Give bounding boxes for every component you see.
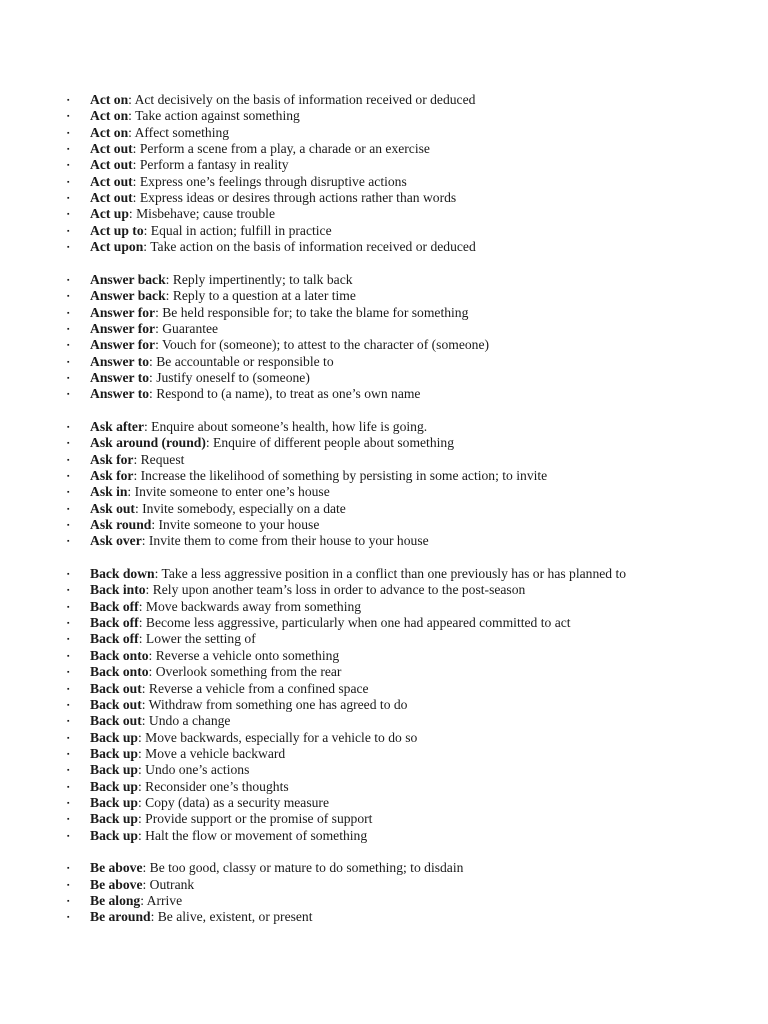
list-item <box>0 125 768 141</box>
phrasal-verb-term: Act on <box>90 124 129 140</box>
phrasal-verb-definition: : Undo one’s actions <box>137 762 250 778</box>
phrasal-verb-definition: : Halt the flow or movement of something <box>137 827 368 843</box>
phrasal-verb-definition: : Act decisively on the basis of information received or deduced <box>128 92 476 107</box>
phrasal-verb-group <box>0 566 768 844</box>
list-item <box>0 681 768 697</box>
phrasal-verb-term: Back down <box>90 566 155 582</box>
bullet-icon: ▪ <box>67 390 70 399</box>
phrasal-verb-definition: : Take action against something <box>128 108 300 124</box>
phrasal-verb-term: Back into <box>90 582 146 598</box>
phrasal-verb-term: Act on <box>90 92 129 107</box>
list-item <box>0 468 768 484</box>
list-item <box>0 435 768 451</box>
phrasal-verb-definition: : Express one’s feelings through disruptive actions <box>132 173 407 189</box>
bullet-icon: ▪ <box>67 831 70 840</box>
bullet-icon: ▪ <box>67 226 70 235</box>
list-item <box>0 174 768 190</box>
phrasal-verb-term: Back out <box>90 713 142 729</box>
list-item <box>0 419 768 435</box>
list-item <box>0 828 768 844</box>
phrasal-verb-term: Answer for <box>90 320 156 336</box>
phrasal-verb-definition: : Enquire of different people about something <box>205 435 455 451</box>
phrasal-verb-definition: : Move a vehicle backward <box>137 745 286 761</box>
bullet-icon: ▪ <box>67 341 70 350</box>
phrasal-verb-term: Act upon <box>90 239 144 255</box>
bullet-icon: ▪ <box>67 177 70 186</box>
list-item <box>0 877 768 893</box>
phrasal-verb-definition: : Arrive <box>140 893 183 909</box>
list-item <box>0 305 768 321</box>
phrasal-verb-term: Act out <box>90 190 133 206</box>
phrasal-verb-definition: : Undo a change <box>141 713 231 729</box>
list-item <box>0 501 768 517</box>
bullet-icon: ▪ <box>67 619 70 628</box>
phrasal-verb-term: Back up <box>90 762 138 778</box>
list-item <box>0 517 768 533</box>
list-item <box>0 141 768 157</box>
bullet-icon: ▪ <box>67 96 70 104</box>
phrasal-verb-term: Back off <box>90 615 139 631</box>
phrasal-verb-term: Back up <box>90 745 138 761</box>
phrasal-verb-definition: : Move backwards, especially for a vehicle to do so <box>137 729 418 745</box>
bullet-icon: ▪ <box>67 161 70 170</box>
phrasal-verb-term: Answer to <box>90 369 150 385</box>
bullet-icon: ▪ <box>67 766 70 775</box>
bullet-icon: ▪ <box>67 880 70 889</box>
phrasal-verb-definition: : Invite them to come from their house to your house <box>141 533 429 549</box>
phrasal-verb-term: Ask around (round) <box>90 435 206 451</box>
phrasal-verb-term: Act on <box>90 108 129 124</box>
bullet-icon: ▪ <box>67 651 70 660</box>
list-item <box>0 713 768 729</box>
phrasal-verb-definition: : Invite somebody, especially on a date <box>134 500 346 516</box>
bullet-icon: ▪ <box>67 308 70 317</box>
phrasal-verb-definition: : Respond to (a name), to treat as one’s own name <box>149 386 421 402</box>
phrasal-verb-definition: : Become less aggressive, particularly when one had appeared committed to act <box>138 615 571 631</box>
phrasal-verb-term: Ask in <box>90 484 128 500</box>
phrasal-verb-term: Back up <box>90 794 138 810</box>
list-item <box>0 664 768 680</box>
phrasal-verb-definition: : Invite someone to your house <box>151 517 320 533</box>
bullet-icon: ▪ <box>67 145 70 154</box>
bullet-icon: ▪ <box>67 112 70 121</box>
phrasal-verb-definition: : Justify oneself to (someone) <box>149 369 310 385</box>
phrasal-verb-definition: : Take action on the basis of information received or deduced <box>143 239 476 255</box>
phrasal-verb-term: Ask after <box>90 418 144 434</box>
list-item <box>0 206 768 222</box>
phrasal-verb-term: Act out <box>90 141 133 157</box>
phrasal-verb-definition: : Perform a fantasy in reality <box>132 157 289 173</box>
list-item <box>0 108 768 124</box>
list-item <box>0 288 768 304</box>
bullet-icon: ▪ <box>67 798 70 807</box>
phrasal-verb-definition: : Overlook something from the rear <box>148 664 342 680</box>
phrasal-verb-term: Ask for <box>90 451 134 467</box>
phrasal-verb-term: Answer to <box>90 386 150 402</box>
bullet-icon: ▪ <box>67 864 70 873</box>
list-item <box>0 631 768 647</box>
bullet-icon: ▪ <box>67 439 70 448</box>
phrasal-verb-definition: : Reverse a vehicle onto something <box>148 647 340 663</box>
phrasal-verb-term: Answer back <box>90 288 166 304</box>
phrasal-verb-document <box>0 92 768 926</box>
phrasal-verb-definition: : Vouch for (someone); to attest to the character of (someone) <box>155 337 490 353</box>
phrasal-verb-term: Back up <box>90 827 138 843</box>
phrasal-verb-definition: : Affect something <box>128 124 230 140</box>
list-item <box>0 92 768 108</box>
list-item <box>0 811 768 827</box>
list-item <box>0 190 768 206</box>
phrasal-verb-definition: : Increase the likelihood of something by persisting in some action; to invite <box>133 468 548 483</box>
phrasal-verb-term: Back off <box>90 598 139 614</box>
bullet-icon: ▪ <box>67 194 70 203</box>
bullet-icon: ▪ <box>67 684 70 693</box>
bullet-icon: ▪ <box>67 292 70 301</box>
bullet-icon: ▪ <box>67 373 70 382</box>
phrasal-verb-term: Act up <box>90 206 129 222</box>
list-item <box>0 452 768 468</box>
phrasal-verb-definition: : Provide support or the promise of support <box>137 811 373 827</box>
phrasal-verb-definition: : Be too good, classy or mature to do something; to disdain <box>142 860 464 876</box>
phrasal-verb-definition: : Copy (data) as a security measure <box>137 794 329 810</box>
list-item <box>0 239 768 255</box>
bullet-icon: ▪ <box>67 521 70 530</box>
bullet-icon: ▪ <box>67 602 70 611</box>
bullet-icon: ▪ <box>67 897 70 906</box>
list-item <box>0 779 768 795</box>
list-item <box>0 730 768 746</box>
list-item <box>0 615 768 631</box>
phrasal-verb-term: Be along <box>90 893 141 909</box>
phrasal-verb-term: Back onto <box>90 664 149 680</box>
list-item <box>0 893 768 909</box>
phrasal-verb-term: Back out <box>90 680 142 696</box>
phrasal-verb-definition: : Perform a scene from a play, a charade or an exercise <box>132 141 430 157</box>
phrasal-verb-definition: : Reply to a question at a later time <box>165 288 356 304</box>
phrasal-verb-definition: : Misbehave; cause trouble <box>128 206 275 222</box>
phrasal-verb-definition: : Be alive, existent, or present <box>150 909 313 925</box>
list-item <box>0 223 768 239</box>
list-item <box>0 697 768 713</box>
list-item <box>0 909 768 925</box>
list-item <box>0 762 768 778</box>
phrasal-verb-term: Back off <box>90 631 139 647</box>
phrasal-verb-term: Back up <box>90 811 138 827</box>
bullet-icon: ▪ <box>67 749 70 758</box>
bullet-icon: ▪ <box>67 357 70 366</box>
bullet-icon: ▪ <box>67 570 70 579</box>
list-item <box>0 533 768 549</box>
bullet-icon: ▪ <box>67 537 70 546</box>
phrasal-verb-term: Ask out <box>90 500 135 516</box>
phrasal-verb-definition: : Invite someone to enter one’s house <box>127 484 330 500</box>
phrasal-verb-definition: : Equal in action; fulfill in practice <box>143 222 332 238</box>
bullet-icon: ▪ <box>67 275 70 284</box>
phrasal-verb-term: Back onto <box>90 647 149 663</box>
phrasal-verb-definition: : Withdraw from something one has agreed to do <box>141 696 408 712</box>
phrasal-verb-term: Be above <box>90 860 143 876</box>
bullet-icon: ▪ <box>67 455 70 464</box>
phrasal-verb-term: Back up <box>90 778 138 794</box>
bullet-icon: ▪ <box>67 717 70 726</box>
phrasal-verb-definition: : Enquire about someone’s health, how life is going. <box>143 418 428 434</box>
phrasal-verb-term: Back up <box>90 729 138 745</box>
phrasal-verb-definition: : Reply impertinently; to talk back <box>165 271 353 287</box>
phrasal-verb-definition: : Take a less aggressive position in a conflict than one previously has or has planned to <box>154 566 627 582</box>
list-item <box>0 566 768 582</box>
bullet-icon: ▪ <box>67 668 70 677</box>
phrasal-verb-definition: : Guarantee <box>155 320 219 336</box>
list-item <box>0 272 768 288</box>
list-item <box>0 582 768 598</box>
list-item <box>0 321 768 337</box>
bullet-icon: ▪ <box>67 733 70 742</box>
phrasal-verb-term: Answer for <box>90 304 156 320</box>
list-item <box>0 860 768 876</box>
phrasal-verb-term: Ask over <box>90 533 142 549</box>
phrasal-verb-term: Ask for <box>90 468 134 483</box>
bullet-icon: ▪ <box>67 488 70 497</box>
phrasal-verb-definition: : Request <box>133 451 185 467</box>
bullet-icon: ▪ <box>67 700 70 709</box>
phrasal-verb-term: Answer for <box>90 337 156 353</box>
bullet-icon: ▪ <box>67 635 70 644</box>
phrasal-verb-term: Act up to <box>90 222 144 238</box>
bullet-icon: ▪ <box>67 243 70 252</box>
phrasal-verb-term: Answer to <box>90 353 150 369</box>
bullet-icon: ▪ <box>67 472 70 480</box>
list-item <box>0 386 768 402</box>
phrasal-verb-definition: : Be held responsible for; to take the blame for something <box>155 304 469 320</box>
phrasal-verb-definition: : Move backwards away from something <box>138 598 362 614</box>
list-item <box>0 157 768 173</box>
bullet-icon: ▪ <box>67 913 70 922</box>
list-item <box>0 648 768 664</box>
phrasal-verb-group <box>0 419 768 550</box>
list-item <box>0 484 768 500</box>
bullet-icon: ▪ <box>67 586 70 595</box>
list-item <box>0 354 768 370</box>
list-item <box>0 599 768 615</box>
phrasal-verb-definition: : Reconsider one’s thoughts <box>137 778 289 794</box>
phrasal-verb-term: Act out <box>90 173 133 189</box>
phrasal-verb-definition: : Lower the setting of <box>138 631 256 647</box>
bullet-icon: ▪ <box>67 782 70 791</box>
bullet-icon: ▪ <box>67 210 70 219</box>
bullet-icon: ▪ <box>67 324 70 333</box>
list-item <box>0 746 768 762</box>
list-item <box>0 795 768 811</box>
phrasal-verb-group <box>0 92 768 255</box>
phrasal-verb-definition: : Outrank <box>142 876 195 892</box>
bullet-icon: ▪ <box>67 815 70 824</box>
phrasal-verb-group <box>0 860 768 925</box>
bullet-icon: ▪ <box>67 422 70 431</box>
phrasal-verb-term: Answer back <box>90 271 166 287</box>
phrasal-verb-definition: : Express ideas or desires through actions rather than words <box>132 190 457 206</box>
phrasal-verb-definition: : Reverse a vehicle from a confined space <box>141 680 369 696</box>
phrasal-verb-definition: : Rely upon another team’s loss in order to advance to the post-season <box>145 582 526 598</box>
bullet-icon: ▪ <box>67 504 70 513</box>
phrasal-verb-term: Be above <box>90 876 143 892</box>
list-item <box>0 337 768 353</box>
phrasal-verb-term: Ask round <box>90 517 152 533</box>
phrasal-verb-term: Act out <box>90 157 133 173</box>
phrasal-verb-term: Be around <box>90 909 151 925</box>
list-item <box>0 370 768 386</box>
phrasal-verb-term: Back out <box>90 696 142 712</box>
bullet-icon: ▪ <box>67 128 70 137</box>
phrasal-verb-group <box>0 272 768 403</box>
phrasal-verb-definition: : Be accountable or responsible to <box>149 353 334 369</box>
